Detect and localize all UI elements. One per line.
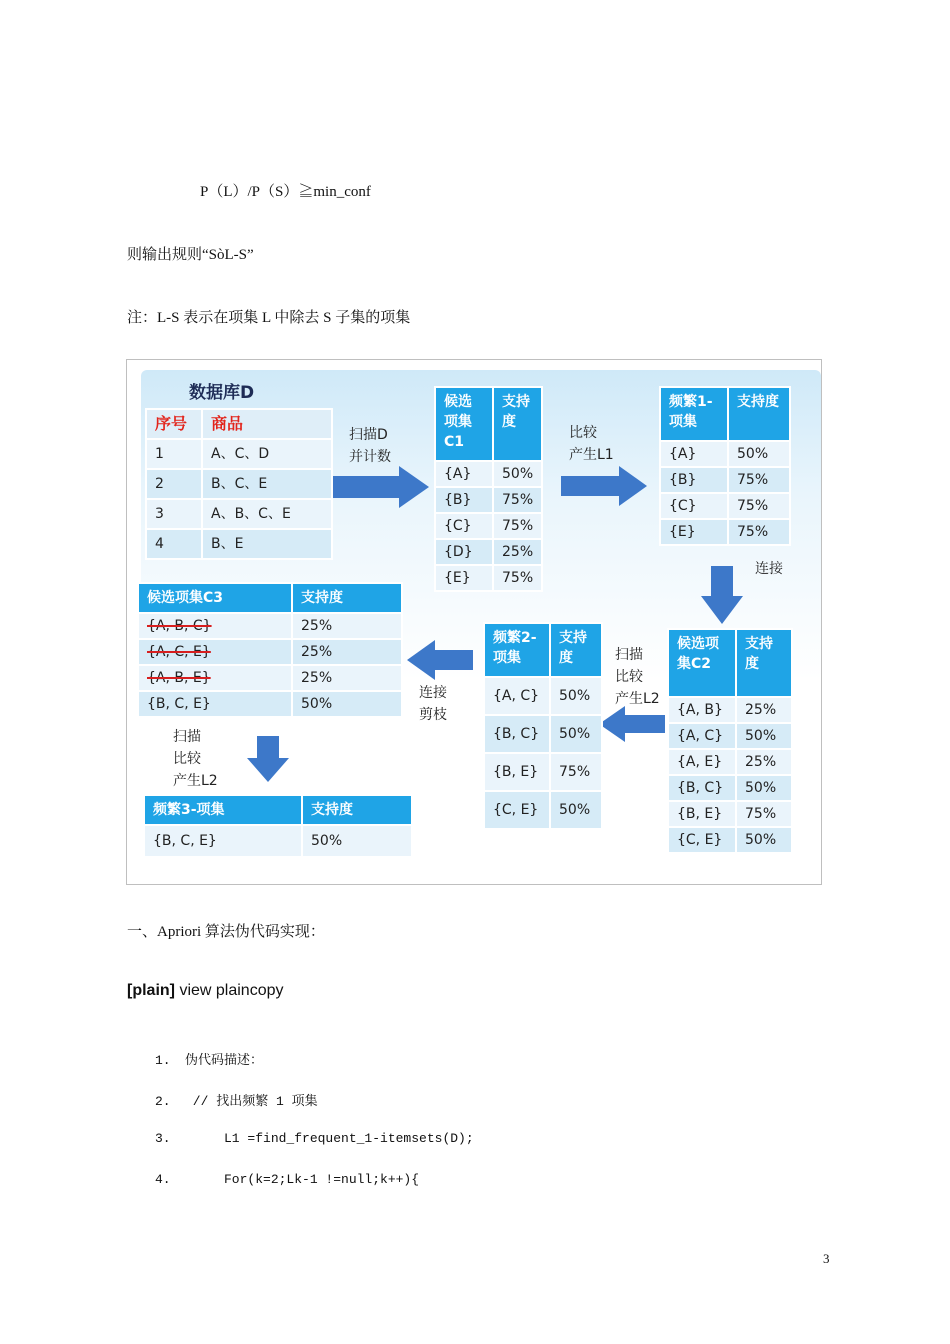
table-row: {B, E} 75% <box>668 801 792 827</box>
table-row: {A, B, C} 25% <box>138 613 402 639</box>
l2-table <box>483 622 603 830</box>
apriori-diagram <box>126 359 822 885</box>
table-row: {E} 75% <box>435 565 542 591</box>
section-heading: 一、Apriori 算法伪代码实现： <box>127 924 325 940</box>
database-table <box>145 408 333 560</box>
c2-table <box>667 628 793 854</box>
note-line: 注：L-S 表示在项集 L 中除去 S 子集的项集 <box>127 310 411 326</box>
page-number: 3 <box>823 1251 830 1266</box>
l3-header: 频繁3-项集 <box>144 795 302 825</box>
c1-table <box>434 386 543 592</box>
right-arrow-icon <box>561 466 647 506</box>
step-label: 扫描 比较 产生L2 <box>615 647 660 707</box>
table-row: {B, C} 50% <box>484 715 602 753</box>
table-row: {B, E} 75% <box>484 753 602 791</box>
pruned-itemset: {A, C, E} <box>138 639 292 665</box>
output-rule-line: 则输出规则“SòL-S” <box>127 247 254 263</box>
table-row: {A, C} 50% <box>668 723 792 749</box>
table-row: {B} 75% <box>435 487 542 513</box>
table-row: 3 A、B、C、E <box>146 499 332 529</box>
diagram-title: 数据库D <box>189 383 255 403</box>
code-toolbar <box>127 982 284 1000</box>
l1-table <box>659 386 791 546</box>
table-row: 1 A、C、D <box>146 439 332 469</box>
step-label: 连接 剪枝 <box>419 685 447 723</box>
step-label: 连接 <box>755 561 783 577</box>
table-row: {B, C} 50% <box>668 775 792 801</box>
c3-table <box>137 582 403 718</box>
right-arrow-icon <box>333 466 429 508</box>
l1-header: 支持度 <box>728 387 790 441</box>
table-row: {C, E} 50% <box>668 827 792 853</box>
pruned-itemset: {A, B, C} <box>138 613 292 639</box>
table-row: 4 B、E <box>146 529 332 559</box>
code-language-tag: [plain] <box>127 982 175 999</box>
table-row: {A, B, E} 25% <box>138 665 402 691</box>
c1-header: 候选项集C1 <box>435 387 493 461</box>
table-row: {D} 25% <box>435 539 542 565</box>
l3-table <box>143 794 413 858</box>
formula-line: P（L）/P（S）≧min_conf <box>200 184 371 200</box>
l2-header: 支持度 <box>550 623 602 677</box>
left-arrow-icon <box>407 640 473 680</box>
code-line: 4. For(k=2;Lk-1 !=null;k++){ <box>155 1172 420 1187</box>
c2-header: 候选项集C2 <box>668 629 736 697</box>
pruned-itemset: {A, B, E} <box>138 665 292 691</box>
db-header: 序号 <box>146 409 202 439</box>
l1-header: 频繁1-项集 <box>660 387 728 441</box>
table-row: {C, E} 50% <box>484 791 602 829</box>
db-header: 商品 <box>202 409 332 439</box>
table-row: {A} 50% <box>660 441 790 467</box>
step-label: 扫描 比较 产生L2 <box>173 729 218 789</box>
table-row: {B, C, E} 50% <box>144 825 412 857</box>
table-row: {C} 75% <box>435 513 542 539</box>
table-row: {A} 50% <box>435 461 542 487</box>
table-row: {A, E} 25% <box>668 749 792 775</box>
table-row: {C} 75% <box>660 493 790 519</box>
c3-header: 支持度 <box>292 583 402 613</box>
table-row: {B, C, E} 50% <box>138 691 402 717</box>
table-row: {A, C, E} 25% <box>138 639 402 665</box>
left-arrow-icon <box>599 706 665 742</box>
table-row: {A, B} 25% <box>668 697 792 723</box>
down-arrow-icon <box>247 736 289 782</box>
c3-header: 候选项集C3 <box>138 583 292 613</box>
code-line: 1. 伪代码描述： <box>155 1053 264 1068</box>
table-row: {B} 75% <box>660 467 790 493</box>
table-row: {A, C} 50% <box>484 677 602 715</box>
table-row: {E} 75% <box>660 519 790 545</box>
code-line: 3. L1 =find_frequent_1-itemsets(D); <box>155 1131 474 1146</box>
c1-header: 支持度 <box>493 387 542 461</box>
down-arrow-icon <box>701 566 743 624</box>
code-line: 2. // 找出频繁 1 项集 <box>155 1094 318 1109</box>
step-label: 扫描D 并计数 <box>349 427 391 465</box>
step-label: 比较 产生L1 <box>569 425 614 463</box>
c2-header: 支持度 <box>736 629 792 697</box>
table-row: 2 B、C、E <box>146 469 332 499</box>
l3-header: 支持度 <box>302 795 412 825</box>
view-plaincopy-link[interactable]: view plaincopy <box>175 982 284 999</box>
l2-header: 频繁2-项集 <box>484 623 550 677</box>
